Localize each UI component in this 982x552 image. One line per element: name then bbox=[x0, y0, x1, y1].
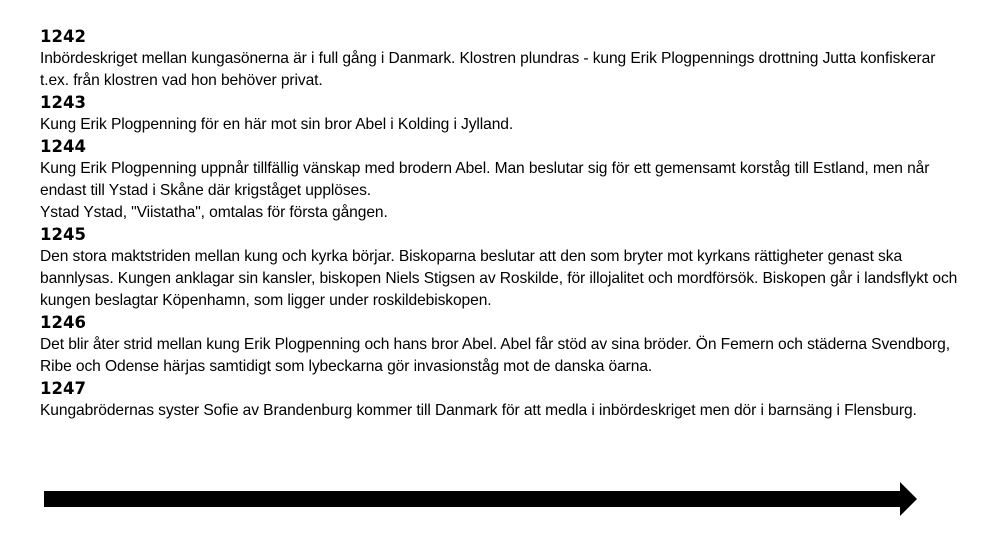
timeline-entry-1245 bbox=[40, 224, 960, 312]
timeline-entry-1244 bbox=[40, 136, 960, 224]
year-heading: 1244 bbox=[40, 137, 86, 156]
entry-text: Kung Erik Plogpenning för en här mot sin bror Abel i Kolding i Jylland. bbox=[40, 116, 514, 133]
entry-text: Ystad Ystad, "Viistatha", omtalas för första gången. bbox=[40, 204, 388, 221]
timeline bbox=[40, 26, 960, 422]
year-heading: 1243 bbox=[40, 93, 86, 112]
timeline-entry-1242 bbox=[40, 26, 960, 92]
entry-text: Den stora maktstriden mellan kung och kyrka börjar. Biskoparna beslutar att den som bryter mot kyrkans rättigheter genast ska bannlysas. Kungen anklagar sin kansler, biskopen Niels Stigsen av Roskilde, för illojalitet och mordförsök. Biskopen går i landsflykt och kungen beslagtar Köpenhamn, som ligger under roskildebiskopen. bbox=[40, 248, 958, 309]
year-heading: 1242 bbox=[40, 27, 86, 46]
right-arrow-icon bbox=[44, 481, 918, 517]
entry-text: Kung Erik Plogpenning uppnår tillfällig vänskap med brodern Abel. Man beslutar sig för ett gemensamt korståg till Estland, men når endast till Ystad i Skåne där krigståget upplöses. bbox=[40, 160, 930, 199]
timeline-entry-1243 bbox=[40, 92, 960, 136]
entry-text: Inbördeskriget mellan kungasönerna är i full gång i Danmark. Klostren plundras - kung Erik Plogpennings drottning Jutta konfiskerar t.ex. från klostren vad hon behöver privat. bbox=[40, 50, 936, 89]
timeline-entry-1247 bbox=[40, 378, 960, 422]
entry-text: Det blir åter strid mellan kung Erik Plogpenning och hans bror Abel. Abel får stöd av sina bröder. Ön Femern och städerna Svendborg, Ribe och Odense härjas samtidigt som lybeckarna gör invasionståg mot de danska öarna. bbox=[40, 336, 950, 375]
year-heading: 1245 bbox=[40, 225, 86, 244]
timeline-entry-1246 bbox=[40, 312, 960, 378]
year-heading: 1246 bbox=[40, 313, 86, 332]
year-heading: 1247 bbox=[40, 379, 86, 398]
entry-text: Kungabrödernas syster Sofie av Brandenburg kommer till Danmark för att medla i inbördeskriget men dör i barnsäng i Flensburg. bbox=[40, 402, 917, 419]
